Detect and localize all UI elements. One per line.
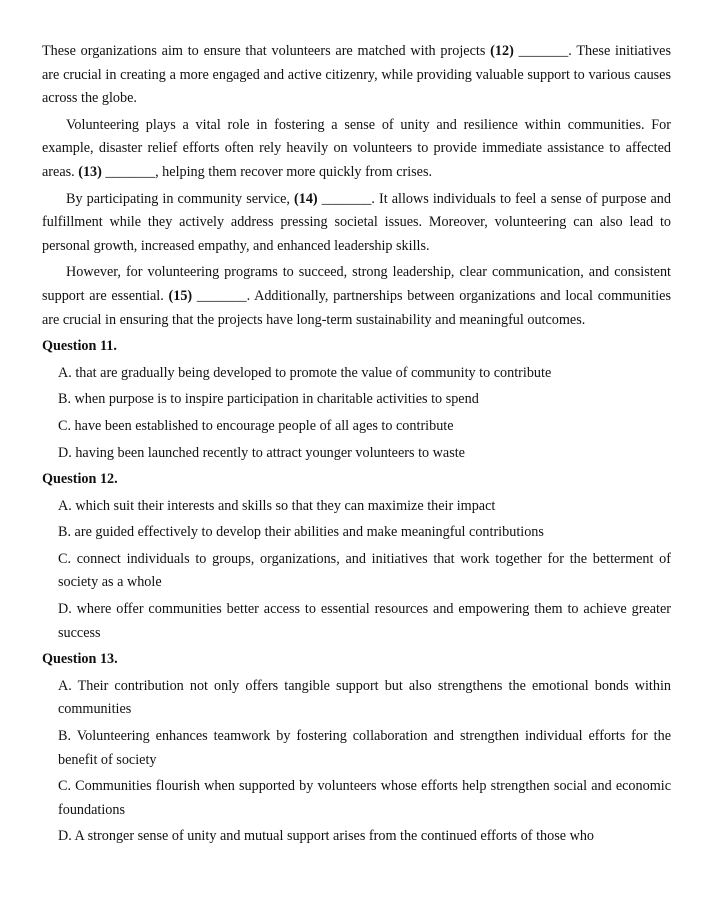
option-a: A. which suit their interests and skills so that they can maximize their impact — [58, 497, 496, 514]
blank-line: _______ — [101, 163, 156, 180]
option-d: D. where offer communities better access to essential resources and empowering them to achieve greater success — [58, 601, 671, 641]
option-c: C. connect individuals to groups, organizations, and initiatives that work together for the betterment of society as a whole — [58, 550, 671, 591]
passage-paragraph-2 — [42, 114, 671, 185]
question-13 — [42, 648, 671, 849]
question-title: Question 13. — [42, 651, 118, 668]
option-d: D. A stronger sense of unity and mutual support arises from the continued efforts of those who — [58, 828, 595, 845]
question-11 — [42, 335, 671, 465]
passage-paragraph-4 — [42, 261, 671, 332]
paragraph-text: , helping them recover more quickly from crises. — [155, 163, 433, 180]
paragraph-text: However, for volunteering programs to succeed, strong leadership, clear communication, and consistent support are essential. — [42, 264, 671, 304]
question-12 — [42, 468, 671, 645]
paragraph-text: These organizations aim to ensure that volunteers are matched with projects — [42, 43, 491, 59]
blank-number-14: (14) — [294, 190, 318, 207]
blank-line: _______ — [513, 43, 569, 59]
blank-line: _______ — [192, 287, 247, 304]
option-a: A. Their contribution not only offers tangible support but also strengthens the emotional bonds within communities — [58, 677, 671, 718]
paragraph-text: . These initiatives are crucial in creating a more engaged and active citizenry, while providing valuable support to various causes across the globe. — [42, 43, 671, 107]
blank-number-12: (12) — [490, 43, 514, 59]
option-a: A. that are gradually being developed to promote the value of community to contribute — [58, 364, 552, 381]
option-b: B. Volunteering enhances teamwork by fostering collaboration and strengthen individual efforts for the benefit of society — [58, 728, 671, 768]
blank-line: _______ — [317, 190, 372, 207]
paragraph-text: . It allows individuals to feel a sense of purpose and fulfillment while they actively address pressing societal issues. Moreover, volunteering can also lead to personal growth, increased empathy, and enhanced leadership skills. — [42, 190, 671, 254]
question-title: Question 12. — [42, 471, 118, 488]
paragraph-text: Volunteering plays a vital role in fostering a sense of unity and resilience within communities. For example, disaster relief efforts often rely heavily on volunteers to provide immediate assistance to affected areas. — [42, 116, 671, 180]
option-d: D. having been launched recently to attract younger volunteers to waste — [58, 444, 465, 461]
paragraph-text: By participating in community service, — [66, 190, 295, 207]
passage-paragraph-1 — [42, 40, 671, 111]
option-c: C. Communities flourish when supported by volunteers whose efforts help strengthen social and economic foundations — [58, 778, 671, 818]
paragraph-text: . Additionally, partnerships between organizations and local communities are crucial in ensuring that the projects have long-term sustainability and meaningful outcomes. — [42, 287, 672, 328]
blank-number-15: (15) — [168, 287, 193, 304]
passage-paragraph-3 — [42, 188, 671, 259]
option-c: C. have been established to encourage people of all ages to contribute — [58, 417, 454, 434]
blank-number-13: (13) — [78, 163, 102, 180]
option-b: B. are guided effectively to develop their abilities and make meaningful contributions — [58, 524, 544, 541]
option-b: B. when purpose is to inspire participation in charitable activities to spend — [58, 391, 479, 408]
question-title: Question 11. — [42, 338, 117, 355]
